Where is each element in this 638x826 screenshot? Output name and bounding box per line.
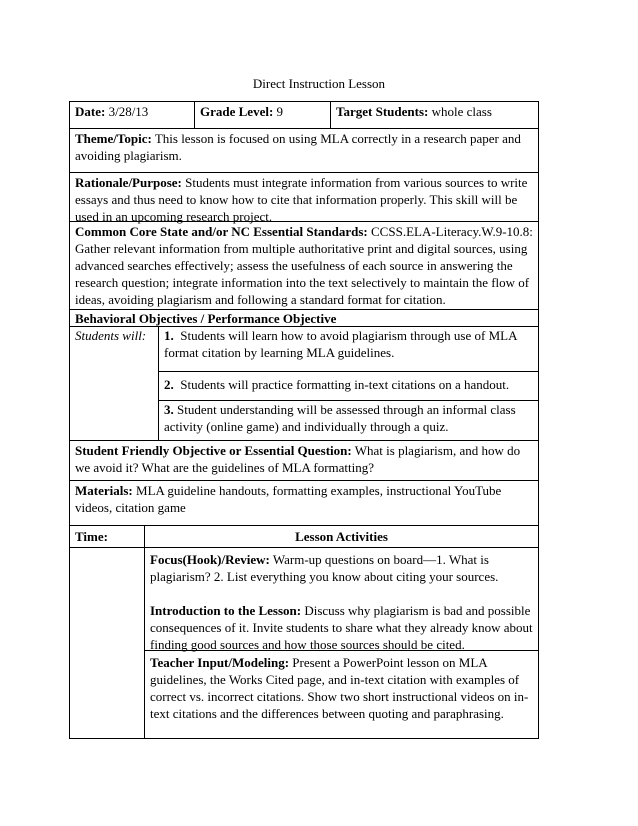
grade-value: 9 [276,104,284,119]
students-will-label: Students will: [70,327,159,440]
theme-text: This lesson is focused on using MLA correctly in a research paper and avoiding plagiarism. [75,131,521,163]
target-label: Target Students: [336,104,429,119]
objective-number: 2. [164,377,174,392]
behavioral-header-row [69,310,539,327]
student-friendly-label: Student Friendly Objective or Essential Question: [75,443,352,458]
materials-label: Materials: [75,483,133,498]
rationale-text: Students must integrate information from various sources to write essays and thus need to know how to cite that information properly. This skill will be used in an upcoming research project. [75,175,528,224]
objectives-list [159,327,538,440]
focus-paragraph [150,551,533,585]
objective-text: Student understanding will be assessed through an informal class activity (online game) and individually through a quiz. [164,402,516,434]
lesson-plan-table [69,101,539,739]
student-friendly-row [69,441,539,481]
student-friendly-text: What is plagiarism, and how do we avoid it? What are the guidelines of MLA formatting? [75,443,521,475]
date-value: 3/28/13 [108,104,149,119]
time-cell [70,548,145,738]
focus-label: Focus(Hook)/Review: [150,552,270,567]
teacher-label: Teacher Input/Modeling: [150,655,290,670]
theme-label: Theme/Topic: [75,131,152,146]
grade-label: Grade Level: [200,104,274,119]
intro-label: Introduction to the Lesson: [150,603,302,618]
rationale-row [69,173,539,222]
focus-and-intro-block [145,548,538,651]
behavioral-objectives-row [69,327,539,441]
standards-label: Common Core State and/or NC Essential Standards: [75,224,368,239]
grade-level-cell [194,102,330,128]
date-label: Date: [75,104,106,119]
objective-item-2 [159,372,538,401]
intro-text: Discuss why plagiarism is bad and possible consequences of it. Invite students to share what they already know about finding good sources and how those sources should be cited. [150,603,533,652]
lesson-activities-label: Lesson Activities [295,529,388,544]
materials-row [69,481,539,526]
theme-row [69,129,539,173]
standards-text: CCSS.ELA-Literacy.W.9-10.8: Gather relevant information from multiple authoritative print and digital sources, using advanced searches effectively; assess the usefulness of each source in answering the research question; integrate information into the text selectively to maintain the flow of ideas, avoiding plagiarism and following a standard format for citation. [75,224,533,307]
teacher-text: Present a PowerPoint lesson on MLA guidelines, the Works Cited page, and in-text citation with examples of correct vs. incorrect citations. Show two short instructional videos on in-text citations and the differences between quoting and paraphrasing. [150,655,529,721]
objective-number: 3. [164,402,174,417]
lesson-activities-header-row [69,526,539,548]
lesson-activities-body [69,548,539,739]
focus-text: Warm-up questions on board—1. What is plagiarism? 2. List everything you know about citing your sources. [150,552,499,584]
objective-item-3 [159,401,538,441]
teacher-input-block [145,651,538,738]
standards-row [69,222,539,310]
objective-text: Students will learn how to avoid plagiarism through use of MLA format citation by learning MLA guidelines. [164,328,517,360]
time-label: Time: [70,526,145,547]
materials-text: MLA guideline handouts, formatting examples, instructional YouTube videos, citation game [75,483,502,515]
intro-paragraph [150,602,533,653]
activities-cell [145,548,538,738]
document-title: Direct Instruction Lesson [252,76,386,91]
objective-number: 1. [164,328,174,343]
target-value: whole class [431,104,492,119]
rationale-label: Rationale/Purpose: [75,175,182,190]
objective-text: Students will practice formatting in-text citations on a handout. [180,377,510,392]
date-cell [70,102,194,128]
behavioral-label: Behavioral Objectives / Performance Objective [75,311,337,326]
objective-item-1 [159,327,538,372]
header-row [69,101,539,129]
target-students-cell [330,102,538,128]
